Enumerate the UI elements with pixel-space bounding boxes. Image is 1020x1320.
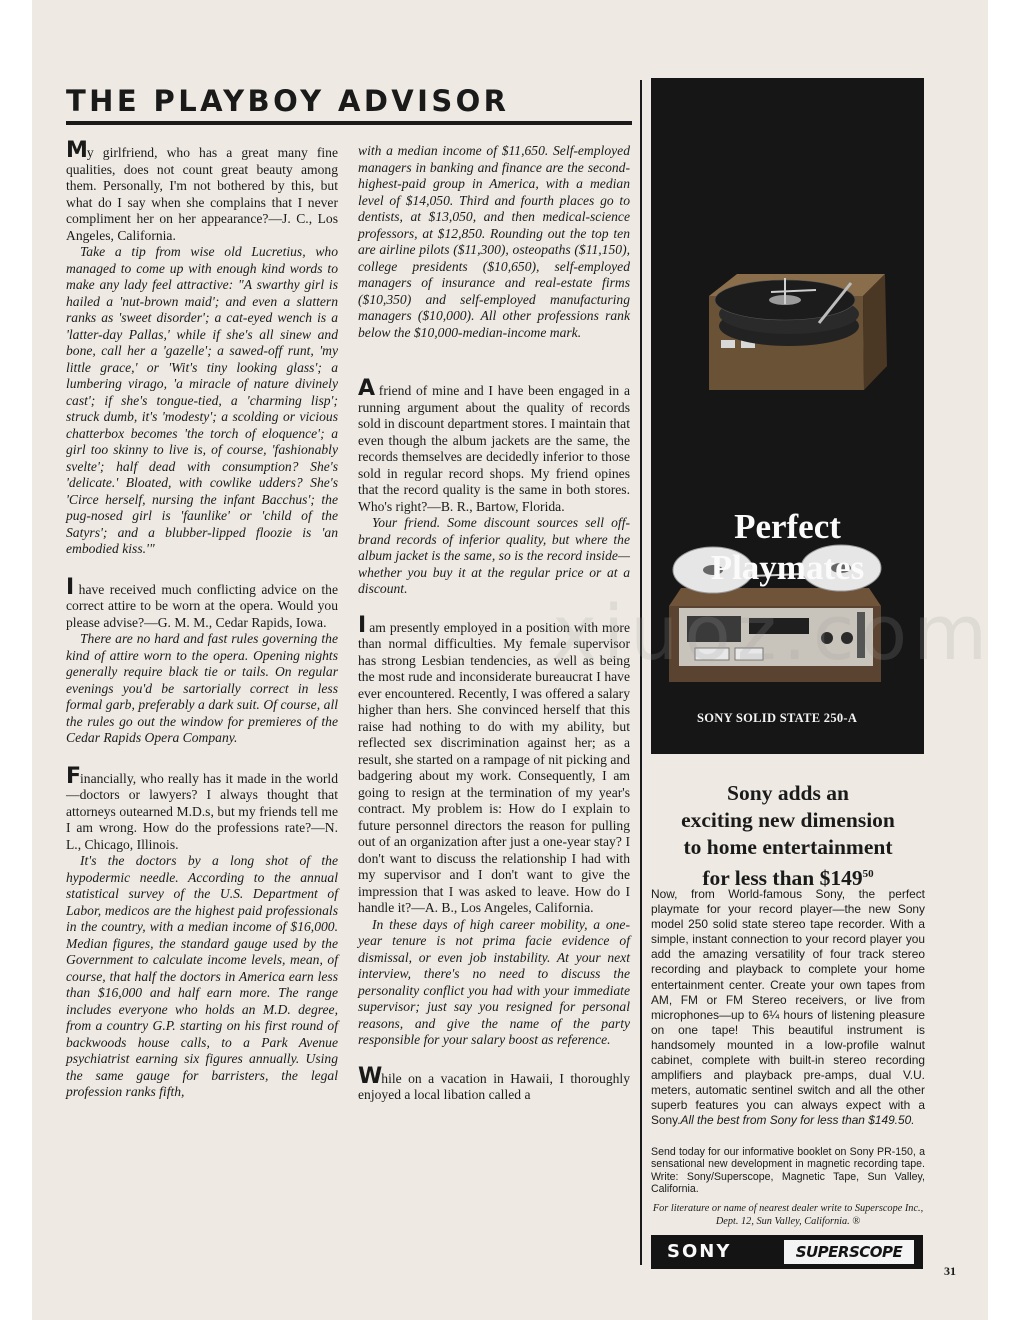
letter-question: While on a vacation in Hawaii, I thoroughly enjoyed a local libation called a — [358, 1063, 630, 1102]
page-title: THE PLAYBOY ADVISOR — [66, 84, 510, 118]
advisor-answer: Take a tip from wise old Lucretius, who managed to come up with enough kind words to make any lady feel attractive: "A swarthy girl is hailed a 'nut-brown maid'; and even a slattern ranks as 'sweet disorder'; a cat-eyed wench is a 'latter-day Pallas,' while if she's all sinew and bone, call her a 'gazelle'; a sawed-off runt, 'my little grace,' or 'Wit's tiny looking glass'; a lumbering virago, 'a miracle of nature divinely cast'; if she's tongue-tied, a 'charming lisp'; struck dumb, it's 'modesty'; a scolding or vicious chatterbox becomes 'the torch of eloquence'; a girl too skinny to live is, of course, 'fashionably svelte'; half dead with consumption? She's 'delicate.' Bloated, with cowlike udders? She's 'Circe herself, nursing the infant Bacchus'; the pug-nosed girl is 'faunlike' or 'child of the Satyrs'; and a blubber-lipped floozie is 'an embodied kiss.'" — [66, 244, 338, 556]
letter-question: I am presently employed in a position with more than normal difficulties. My female supervisor has strong Lesbian tendencies, as well as being the most rude and inconsiderate bureaucrat I have ever encountered. Recently, I was offered a salary higher than hers. She convinced herself that this raise had nothing to do with my ability, but reflected sex discrimination against her; as a result, she started on a rampage of nit picking and badgering about my work. Consequently, I am going to resign at the termination of my year's contract. My problem is: How do I explain to future personnel directors the reason for pulling out of an organization after just a one-year stay? I don't want to discuss the relationship I had with my supervisor and I don't want to give the impression that I was asked to leave. How do I handle it?—A. B., Los Angeles, California. — [358, 612, 630, 915]
drop-cap: I — [358, 612, 366, 638]
ad-headline: Perfect Playmates — [710, 507, 865, 587]
superscope-logo: SUPERSCOPE — [784, 1240, 914, 1264]
advisor-answer: It's the doctors by a long shot of the hypodermic needle. According to the annual statistical survey of the U.S. Department of Labor, medicos are the highest paid professionals in the country, with a median income of $16,000. Median figures, the standard gauge used by the Government to calculate income levels, mean, of course, that half the doctors in America earn less than $16,000 and half earn more. The range includes everyone who holds an M.D. degree, from a country G.P. starting on his first round of backwoods house calls, to a Park Avenue psychiatrist earning six figures annually. Using the same gauge for barristers, the legal profession ranks fifth, — [66, 853, 338, 1099]
watermark: xiuoz.com — [552, 588, 994, 677]
turntable-image — [709, 274, 887, 390]
ad-body-copy: Now, from World-famous Sony, the perfect playmate for your record player—the new Sony model 250 solid state stereo tape recorder. With a simple, instant connection to your record player you add the amazing versatility of four track stereo recording and playback to complete your home entertainment center. Create your own tapes from AM, FM or FM Stereo receivers, or live from microphones—up to 6¼ hours of listening pleasure on one tape! This beautiful instrument is handsomely mounted in a low-profile walnut cabinet, complete with built-in stereo recording amplifiers and playback pre-amps, dual V.U. meters, automatic sentinel switch and all the other superb features you can always expect with a Sony.All the best from Sony for less than $149.50. — [651, 887, 925, 1128]
registered-mark: ® — [852, 1216, 861, 1228]
letter-question: Financially, who really has it made in the world—doctors or lawyers? I always thought that attorneys outearned M.D.s, but my friends tell me I am wrong. How do the professions rate?—N. L., Chicago, Illinois. — [66, 763, 338, 852]
ad-subhead: Sony adds an exciting new dimension to home entertainment for less than $\$149^{50}$ — [681, 781, 895, 890]
letter-question: A friend of mine and I have been engaged in a running argument about the quality of records sold in discount department stores. I maintain that even though the album jackets are the same, the records themselves are decidedly inferior to those sold in regular record shops. My friend opines that the record quality is the same in both stores. Who's right?—B. R., Bartow, Florida. — [358, 376, 630, 514]
letter-question: I have received much conflicting advice on the correct attire to be worn at the opera. Would you please advise?—G. M. M., Cedar Rapids, Iowa. — [66, 574, 338, 630]
advisor-answer: There are no hard and fast rules governing the kind of attire worn to the opera. Opening nights generally require black tie or tails. On regular evenings you'd be sartorially correct in less formal garb, preferably a dark suit. Of course, all the rules go out the window for premieres of the Cedar Rapids Opera Company. — [66, 631, 338, 745]
drop-cap: M — [66, 138, 87, 163]
title-rule — [66, 121, 632, 125]
page-number: 31 — [944, 1264, 956, 1278]
drop-cap: F — [66, 763, 81, 789]
ad-panel — [651, 78, 924, 754]
ad-literature-note: For literature or name of nearest dealer write to Superscope Inc., Dept. 12, Sun Valley, California. ® — [652, 1203, 924, 1228]
column-divider — [640, 80, 642, 1265]
drop-cap: A — [358, 376, 375, 401]
ad-price-cents: 50 — [862, 868, 874, 880]
advisor-answer: In these days of high career mobility, a one-year tenure is not prima facie evidence of dismissal, or even job instability. At your next interview, there's no need to discuss the personality conflict you had with your immediate supervisor; just say you resigned for personal reasons, and give the name of the party responsible for your salary boost as reference. — [358, 916, 630, 1047]
ad-tagline: All the best from Sony for less than $149.50. — [680, 1113, 915, 1128]
article-column-right — [358, 143, 630, 1104]
ad-price: $149 — [819, 866, 863, 890]
drop-cap: W — [358, 1063, 382, 1089]
sony-logo: SONY — [667, 1241, 732, 1262]
advisor-answer: Your friend. Some discount sources sell off-brand records of inferior quality, but where the album jacket is the same, so is the record inside—whether you buy it at the regular price or at a discount. — [358, 515, 630, 596]
ad-mail-offer: Send today for our informative booklet on Sony PR-150, a sensational new development in magnetic recording tape. Write: Sony/Superscope, Magnetic Tape, Sun Valley, California. — [651, 1146, 925, 1195]
advisor-answer-continued: with a median income of $11,650. Self-employed managers in banking and finance are the second-highest-paid group in America, with a median level of $14,050. Third and fourth places go to dentists, at $13,050, and then medical-science professors, at $12,850. Rounding out the top ten are airline pilots ($11,300), osteopaths ($11,150), college presidents ($10,650), self-employed managers of insurance and real-estate firms ($10,350) and self-employed manufacturing managers ($10,000). All other professions rank below the $10,000-median-income mark. — [358, 143, 630, 340]
letter-question: My girlfriend, who has a great many fine qualities, does not count great beauty among them. Personally, I'm not bothered by this, but what do I say when she complains that I never compliment her on her appearance?—J. C., Los Angeles, California. — [66, 138, 338, 243]
brand-logo-strip — [651, 1235, 923, 1269]
article-column-left — [66, 138, 338, 1101]
drop-cap: I — [66, 574, 74, 600]
model-caption: SONY SOLID STATE 250-A — [697, 711, 858, 725]
ad-product-photo — [651, 78, 924, 754]
